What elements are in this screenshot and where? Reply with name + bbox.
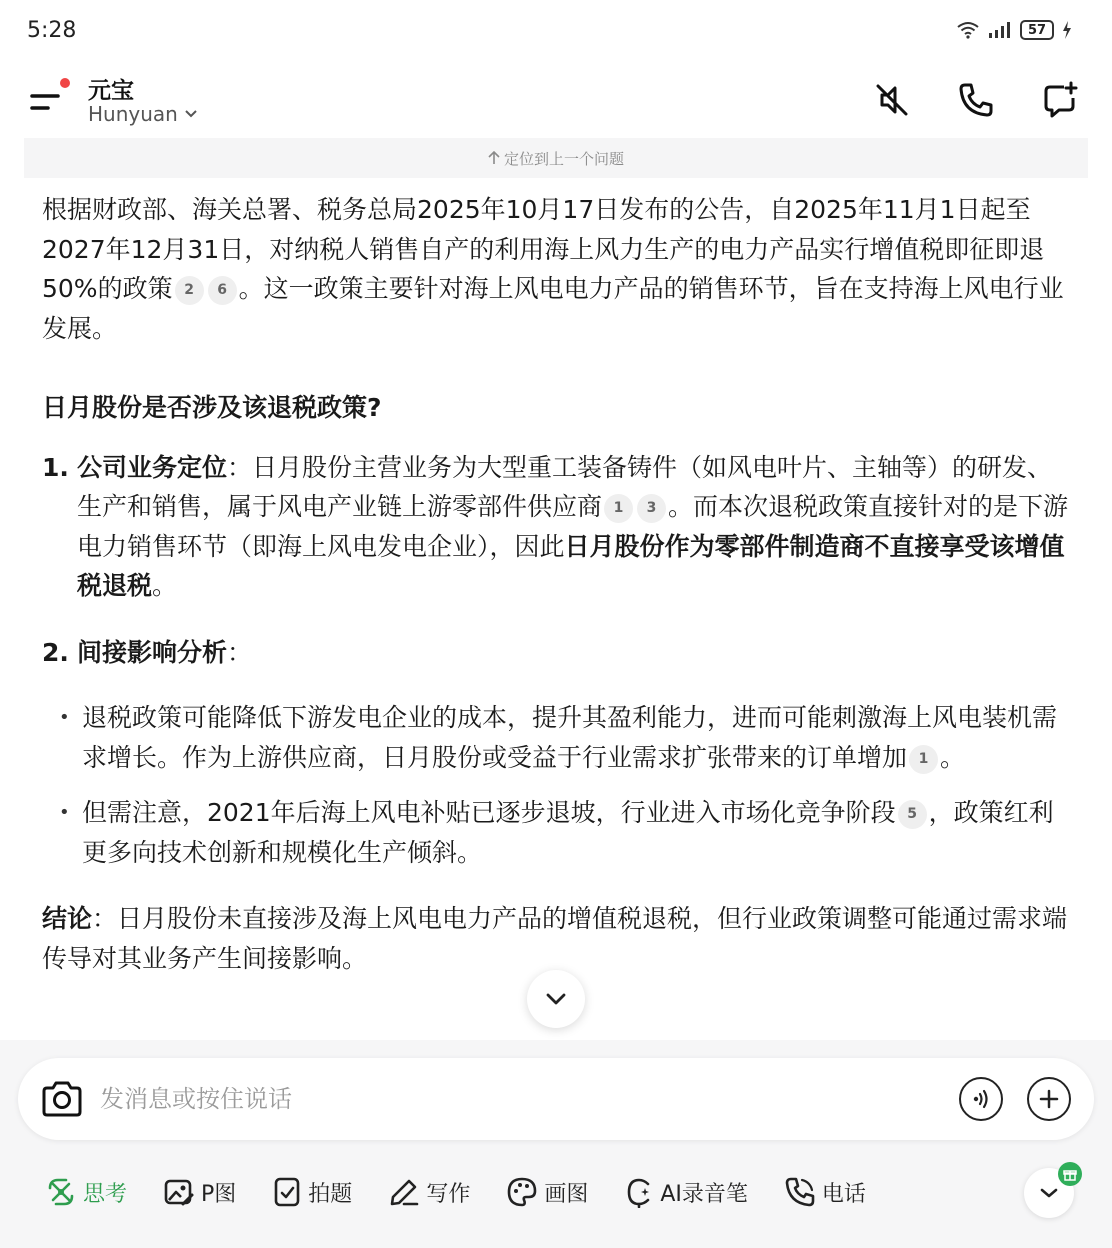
status-time: 5:28 [27, 18, 77, 43]
photo-question-icon [272, 1176, 302, 1208]
camera-button[interactable] [38, 1075, 86, 1123]
bullet-item-1 [42, 698, 1072, 777]
item-colon: ： [227, 637, 253, 667]
locate-bar-label: 定位到上一个问题 [503, 149, 624, 168]
plus-icon [1038, 1088, 1060, 1110]
notification-dot [60, 78, 70, 88]
add-button[interactable] [1027, 1077, 1071, 1121]
pen-icon [388, 1176, 420, 1208]
bullet-text-cont: ，政策红利更多向技术创新和规模化生产倾斜。 [82, 798, 1054, 867]
model-name: Hunyuan [88, 102, 178, 126]
new-chat-button[interactable] [1036, 76, 1084, 124]
item-bold-text: 日月股份作为零部件制造商不直接享受该增值税退税 [77, 531, 1065, 600]
wifi-icon [956, 21, 980, 39]
citation-badge[interactable]: 5 [898, 800, 927, 829]
arrow-up-icon [488, 151, 500, 165]
tool-write[interactable] [388, 1176, 470, 1208]
signal-icon [988, 21, 1012, 39]
conclusion-label: 结论 [42, 904, 93, 933]
voice-wave-icon [969, 1087, 993, 1111]
tool-phone[interactable] [784, 1176, 866, 1208]
tool-photo-question[interactable] [272, 1176, 352, 1208]
speaker-off-icon [872, 80, 912, 120]
item-title: 公司业务定位 [77, 452, 228, 482]
item-text: ：日月股份主营业务为大型重工装备铸件（如风电叶片、主轴等）的研发、生产和销售，属于风电产业链上游零部件供应商 [77, 452, 1053, 521]
message-composer [18, 1058, 1094, 1140]
list-item-2 [42, 633, 1072, 673]
gift-badge[interactable] [1058, 1162, 1082, 1186]
citation-badge[interactable]: 1 [604, 494, 633, 523]
section-heading: 日月股份是否涉及该退税政策? [42, 393, 382, 422]
tool-label: 思考 [83, 1181, 128, 1207]
tool-label: 写作 [426, 1181, 471, 1207]
mute-button[interactable] [868, 76, 916, 124]
item-end: 。 [152, 571, 178, 600]
new-chat-icon [1040, 80, 1080, 120]
phone-icon [956, 80, 996, 120]
citation-badge[interactable]: 6 [208, 276, 237, 305]
citation-badge[interactable]: 1 [909, 745, 938, 774]
scroll-to-bottom-button[interactable] [527, 970, 585, 1028]
think-icon [45, 1176, 77, 1208]
tool-label: 拍题 [308, 1181, 353, 1207]
answer-content [42, 190, 1072, 978]
tool-think[interactable] [45, 1176, 127, 1208]
conclusion-paragraph [42, 899, 1072, 978]
list-number: 2. [42, 637, 69, 667]
call-button[interactable] [952, 76, 1000, 124]
conclusion-text: ：日月股份未直接涉及海上风电电力产品的增值税退税，但行业政策调整可能通过需求端传导对其业务产生间接影响。 [42, 904, 1068, 973]
feature-toolbar [45, 1172, 902, 1212]
model-selector[interactable] [88, 102, 198, 126]
phone-icon [784, 1176, 816, 1208]
recorder-icon [624, 1176, 654, 1208]
tool-label: AI录音笔 [660, 1181, 748, 1207]
voice-button[interactable] [959, 1077, 1003, 1121]
bullet-text: 退税政策可能降低下游发电企业的成本，提升其盈利能力，进而可能刺激海上风电装机需求增长。作为上游供应商，日月股份或受益于行业需求扩张带来的订单增加 [82, 703, 1058, 772]
palette-icon [506, 1176, 538, 1208]
app-header [0, 62, 1112, 138]
intro-text: 根据财政部、海关总署、税务总局2025年10月17日发布的公告，自2025年11月1日起至2027年12月31日，对纳税人销售自产的利用海上风力生产的电力产品实行增值税即征即退50%的政策 [42, 195, 1045, 303]
status-bar [0, 0, 1112, 62]
app-title: 元宝 [88, 78, 134, 104]
composer-area [0, 1040, 1112, 1248]
tool-label: 画图 [544, 1181, 589, 1207]
tool-draw[interactable] [506, 1176, 588, 1208]
gift-icon [1063, 1167, 1077, 1181]
bullet-text: 但需注意，2021年后海上风电补贴已逐步退坡，行业进入市场化竞争阶段 [82, 798, 896, 827]
message-input[interactable] [100, 1078, 940, 1120]
intro-paragraph [42, 190, 1072, 348]
charging-icon [1062, 21, 1072, 39]
citation-badge[interactable]: 2 [175, 276, 204, 305]
chevron-down-icon [1039, 1187, 1059, 1199]
list-item-1 [42, 448, 1072, 606]
camera-icon [39, 1079, 85, 1119]
locate-previous-question[interactable] [24, 138, 1088, 178]
tool-label: P图 [201, 1181, 237, 1207]
chevron-down-icon [545, 992, 567, 1006]
tool-p-image[interactable] [163, 1176, 236, 1208]
intro-text-cont: 。这一政策主要针对海上风电电力产品的销售环节，旨在支持海上风电行业发展。 [42, 274, 1064, 343]
tool-ai-recorder[interactable] [624, 1176, 748, 1208]
list-number: 1. [42, 452, 69, 482]
item-title: 间接影响分析 [77, 637, 228, 667]
image-edit-icon [163, 1176, 195, 1208]
menu-button[interactable] [28, 78, 72, 118]
bullet-end: 。 [940, 742, 966, 772]
status-icons [956, 20, 1072, 40]
chevron-down-icon [184, 109, 198, 119]
citation-badge[interactable]: 3 [637, 494, 666, 523]
item-text-cont: 。而本次退税政策直接针对的是下游电力销售环节（即海上风电发电企业），因此 [77, 492, 1069, 561]
battery-icon: 57 [1020, 20, 1054, 40]
bullet-item-2 [42, 793, 1072, 872]
tool-label: 电话 [821, 1181, 866, 1207]
